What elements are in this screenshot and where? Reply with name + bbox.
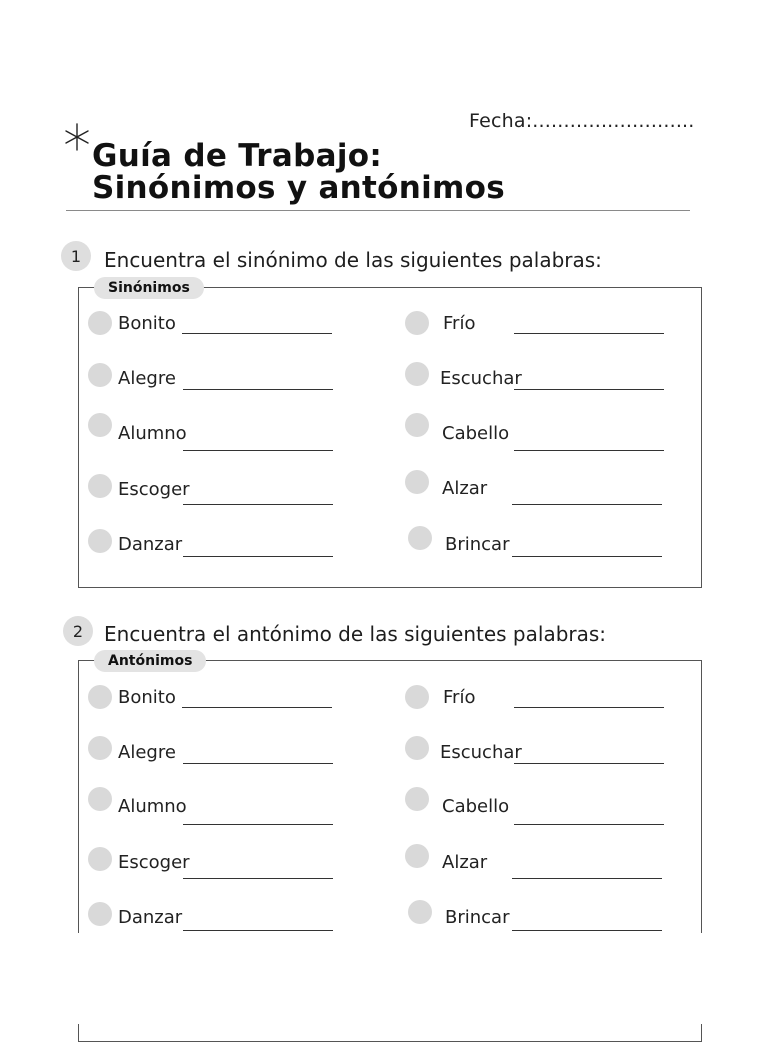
radio-dot-icon[interactable] — [408, 526, 432, 550]
word-label: Brincar — [445, 907, 510, 928]
answer-line[interactable] — [183, 556, 333, 557]
radio-dot-icon[interactable] — [88, 529, 112, 553]
answer-line[interactable] — [183, 878, 333, 879]
radio-dot-icon[interactable] — [405, 470, 429, 494]
word-label: Alegre — [118, 368, 176, 389]
answer-line[interactable] — [512, 878, 662, 879]
word-label: Alzar — [442, 852, 488, 873]
section-2-item — [88, 736, 348, 770]
word-label: Danzar — [118, 534, 183, 555]
section-1-instruction: Encuentra el sinónimo de las siguientes palabras: — [104, 248, 602, 272]
word-label: Escuchar — [440, 368, 522, 389]
section-2-item — [88, 902, 348, 936]
word-label: Escuchar — [440, 742, 522, 763]
section-2-item — [405, 736, 675, 770]
section-1-item — [88, 413, 348, 447]
answer-line[interactable] — [514, 389, 664, 390]
answer-line[interactable] — [183, 504, 333, 505]
word-label: Frío — [443, 687, 476, 708]
answer-line[interactable] — [512, 930, 662, 931]
answer-line[interactable] — [514, 333, 664, 334]
page-title-line-2: Sinónimos y antónimos — [92, 170, 506, 206]
section-2-item — [88, 787, 348, 821]
section-1-item — [88, 311, 348, 345]
section-1-item — [88, 474, 348, 508]
section-1-label: Sinónimos — [94, 277, 204, 299]
radio-dot-icon[interactable] — [408, 900, 432, 924]
section-1-number: 1 — [61, 241, 91, 271]
radio-dot-icon[interactable] — [88, 787, 112, 811]
page-title-line-1: Guía de Trabajo: — [92, 138, 383, 174]
section-1-item — [408, 526, 678, 560]
radio-dot-icon[interactable] — [88, 902, 112, 926]
radio-dot-icon[interactable] — [405, 362, 429, 386]
answer-line[interactable] — [183, 824, 333, 825]
word-label: Bonito — [118, 687, 176, 708]
section-1-item — [405, 362, 675, 396]
answer-line[interactable] — [183, 389, 333, 390]
answer-line[interactable] — [514, 450, 664, 451]
section-2-label: Antónimos — [94, 650, 206, 672]
asterisk-icon — [64, 122, 90, 152]
answer-line[interactable] — [514, 824, 664, 825]
section-2-item — [88, 685, 348, 719]
radio-dot-icon[interactable] — [88, 311, 112, 335]
answer-line[interactable] — [183, 763, 333, 764]
radio-dot-icon[interactable] — [405, 787, 429, 811]
title-divider — [66, 210, 690, 211]
word-label: Frío — [443, 313, 476, 334]
section-2-item — [405, 685, 675, 719]
answer-line[interactable] — [512, 504, 662, 505]
section-1-item — [405, 413, 675, 447]
section-2-number: 2 — [63, 616, 93, 646]
section-2-item — [408, 900, 678, 934]
date-field[interactable]: Fecha:.......................... — [469, 110, 695, 132]
radio-dot-icon[interactable] — [88, 474, 112, 498]
section-1-item — [405, 311, 675, 345]
radio-dot-icon[interactable] — [405, 844, 429, 868]
radio-dot-icon[interactable] — [88, 413, 112, 437]
radio-dot-icon[interactable] — [88, 363, 112, 387]
word-label: Escoger — [118, 852, 190, 873]
section-2-instruction: Encuentra el antónimo de las siguientes palabras: — [104, 622, 607, 646]
section-1-item — [405, 470, 675, 504]
radio-dot-icon[interactable] — [405, 685, 429, 709]
section-1-item — [88, 529, 348, 563]
radio-dot-icon[interactable] — [88, 685, 112, 709]
radio-dot-icon[interactable] — [88, 736, 112, 760]
radio-dot-icon[interactable] — [405, 736, 429, 760]
answer-line[interactable] — [183, 450, 333, 451]
word-label: Brincar — [445, 534, 510, 555]
word-label: Alumno — [118, 423, 187, 444]
page-bottom-margin — [0, 933, 768, 1024]
answer-line[interactable] — [183, 930, 333, 931]
answer-line[interactable] — [514, 707, 664, 708]
section-2-item — [405, 787, 675, 821]
word-label: Alzar — [442, 478, 488, 499]
answer-line[interactable] — [514, 763, 664, 764]
section-2-item — [405, 844, 675, 878]
radio-dot-icon[interactable] — [88, 847, 112, 871]
word-label: Alegre — [118, 742, 176, 763]
section-1-item — [88, 363, 348, 397]
word-label: Danzar — [118, 907, 183, 928]
word-label: Cabello — [442, 423, 510, 444]
radio-dot-icon[interactable] — [405, 311, 429, 335]
answer-line[interactable] — [182, 707, 332, 708]
answer-line[interactable] — [512, 556, 662, 557]
section-2-item — [88, 847, 348, 881]
radio-dot-icon[interactable] — [405, 413, 429, 437]
word-label: Cabello — [442, 796, 510, 817]
word-label: Alumno — [118, 796, 187, 817]
word-label: Bonito — [118, 313, 176, 334]
answer-line[interactable] — [182, 333, 332, 334]
word-label: Escoger — [118, 479, 190, 500]
